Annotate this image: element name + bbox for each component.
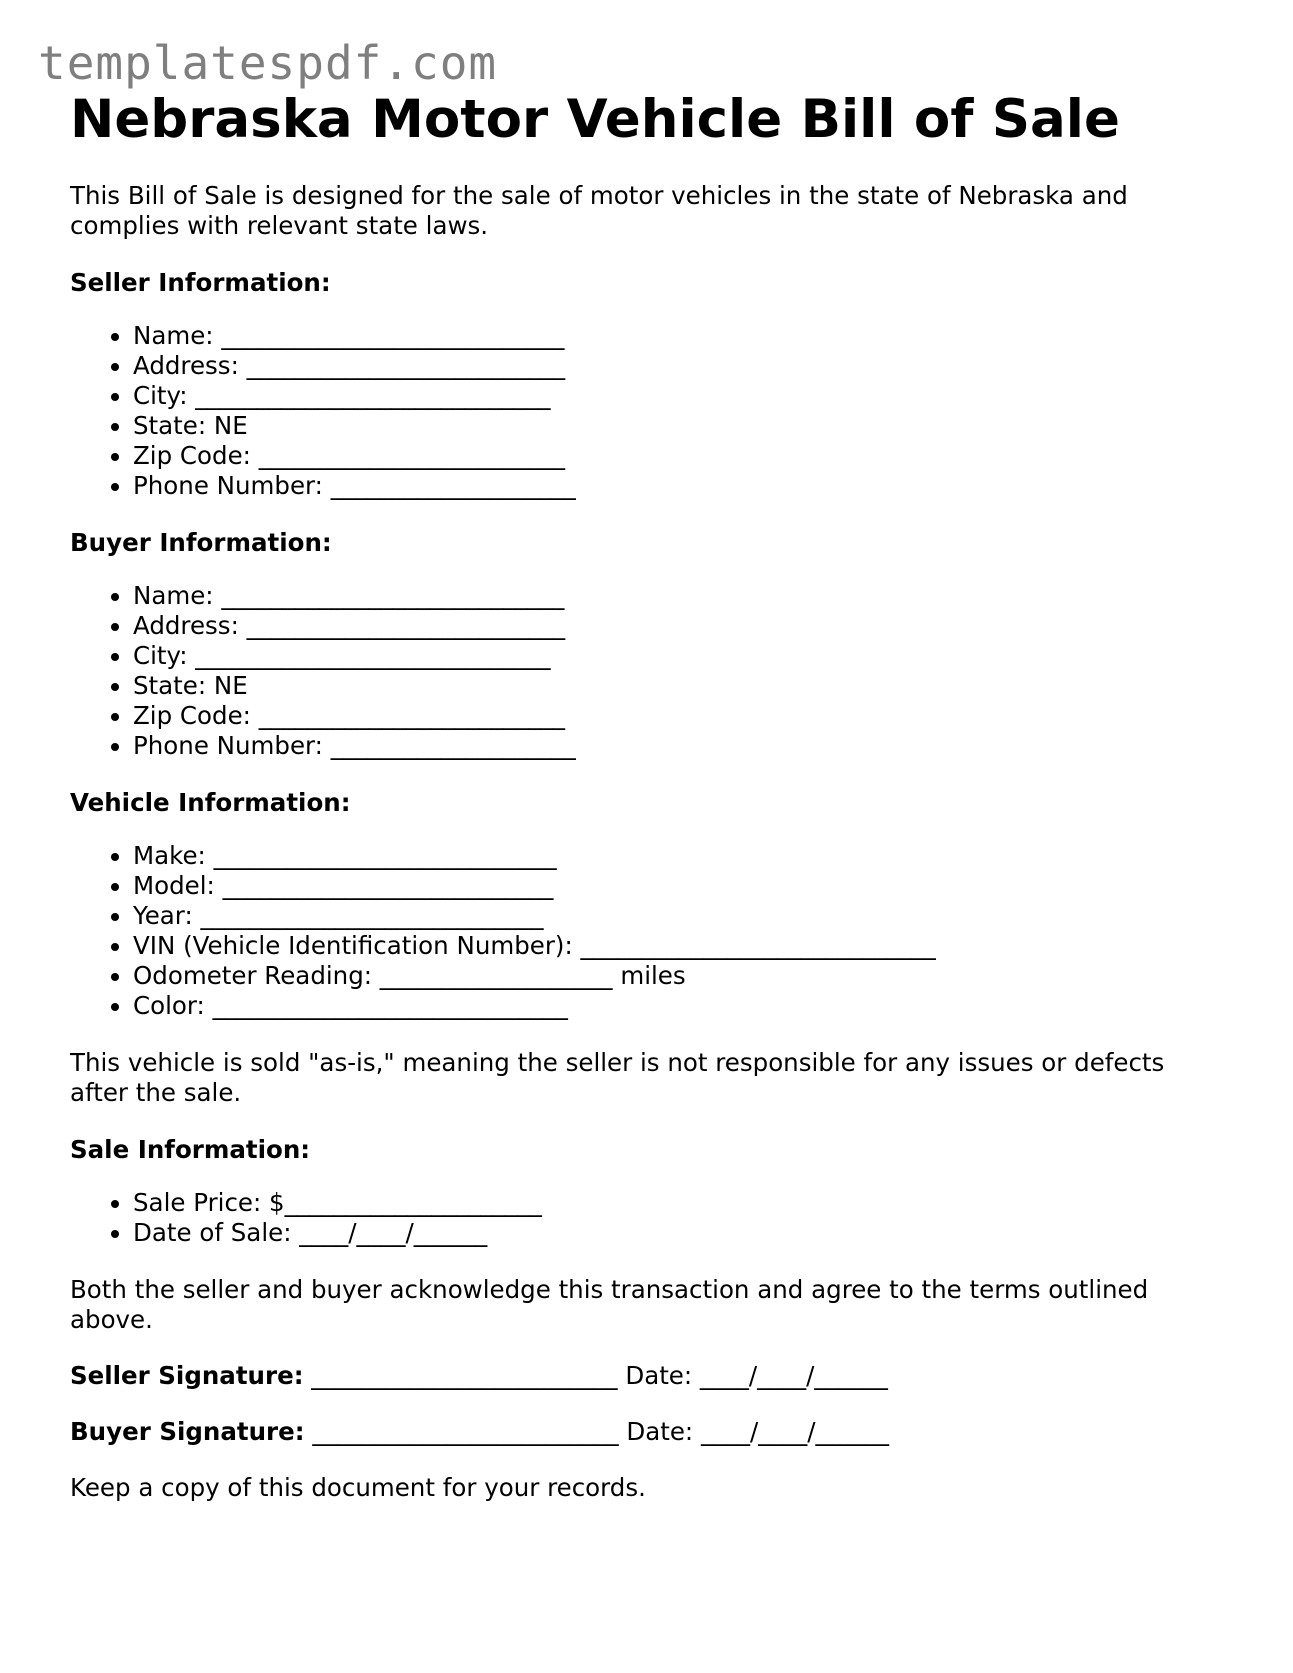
seller-address-field: • Address: __________________________	[133, 351, 1220, 381]
sale-section-heading: Sale Information:	[70, 1135, 311, 1164]
buyer-info-list	[70, 581, 1220, 761]
buyer-name-field: • Name: ____________________________	[133, 581, 1220, 611]
seller-signature-label: Seller Signature:	[70, 1361, 304, 1390]
buyer-signature-line	[70, 1417, 1220, 1447]
seller-info-list	[70, 321, 1220, 501]
vehicle-vin-field: • VIN (Vehicle Identification Number): _____________________________	[133, 931, 1220, 961]
buyer-state-field: • State: NE	[133, 671, 1220, 701]
buyer-phone-field: • Phone Number: ____________________	[133, 731, 1220, 761]
as-is-paragraph: This vehicle is sold "as-is," meaning the seller is not responsible for any issues or defects after the sale.	[70, 1048, 1165, 1107]
vehicle-color-field: • Color: _____________________________	[133, 991, 1220, 1021]
document-body	[70, 88, 1220, 1503]
buyer-signature-label: Buyer Signature:	[70, 1417, 305, 1446]
seller-signature-blank: _________________________ Date: ____/____/______	[303, 1361, 888, 1390]
seller-phone-field: • Phone Number: ____________________	[133, 471, 1220, 501]
seller-state-field: • State: NE	[133, 411, 1220, 441]
sale-info-list	[70, 1188, 1220, 1248]
seller-name-field: • Name: ____________________________	[133, 321, 1220, 351]
buyer-address-field: • Address: __________________________	[133, 611, 1220, 641]
sale-price-field: • Sale Price: $_____________________	[133, 1188, 1220, 1218]
watermark: templatespdf.com	[38, 36, 498, 90]
vehicle-info-list	[70, 841, 1220, 1021]
footer-note: Keep a copy of this document for your records.	[70, 1473, 646, 1502]
seller-city-field: • City: _____________________________	[133, 381, 1220, 411]
acknowledge-paragraph: Both the seller and buyer acknowledge this transaction and agree to the terms outlined above.	[70, 1275, 1149, 1334]
buyer-city-field: • City: _____________________________	[133, 641, 1220, 671]
seller-signature-line	[70, 1361, 1220, 1391]
vehicle-section-heading: Vehicle Information:	[70, 788, 351, 817]
sale-date-field: • Date of Sale: ____/____/______	[133, 1218, 1220, 1248]
vehicle-odometer-field: • Odometer Reading: ___________________ miles	[133, 961, 1220, 991]
buyer-signature-blank: _________________________ Date: ____/____/______	[304, 1417, 889, 1446]
seller-zip-field: • Zip Code: _________________________	[133, 441, 1220, 471]
buyer-zip-field: • Zip Code: _________________________	[133, 701, 1220, 731]
intro-paragraph: This Bill of Sale is designed for the sale of motor vehicles in the state of Nebraska and complies with relevant state laws.	[70, 181, 1128, 240]
page-title: Nebraska Motor Vehicle Bill of Sale	[70, 89, 1120, 150]
vehicle-year-field: • Year: ____________________________	[133, 901, 1220, 931]
vehicle-model-field: • Model: ___________________________	[133, 871, 1220, 901]
vehicle-make-field: • Make: ____________________________	[133, 841, 1220, 871]
buyer-section-heading: Buyer Information:	[70, 528, 332, 557]
seller-section-heading: Seller Information:	[70, 268, 331, 297]
